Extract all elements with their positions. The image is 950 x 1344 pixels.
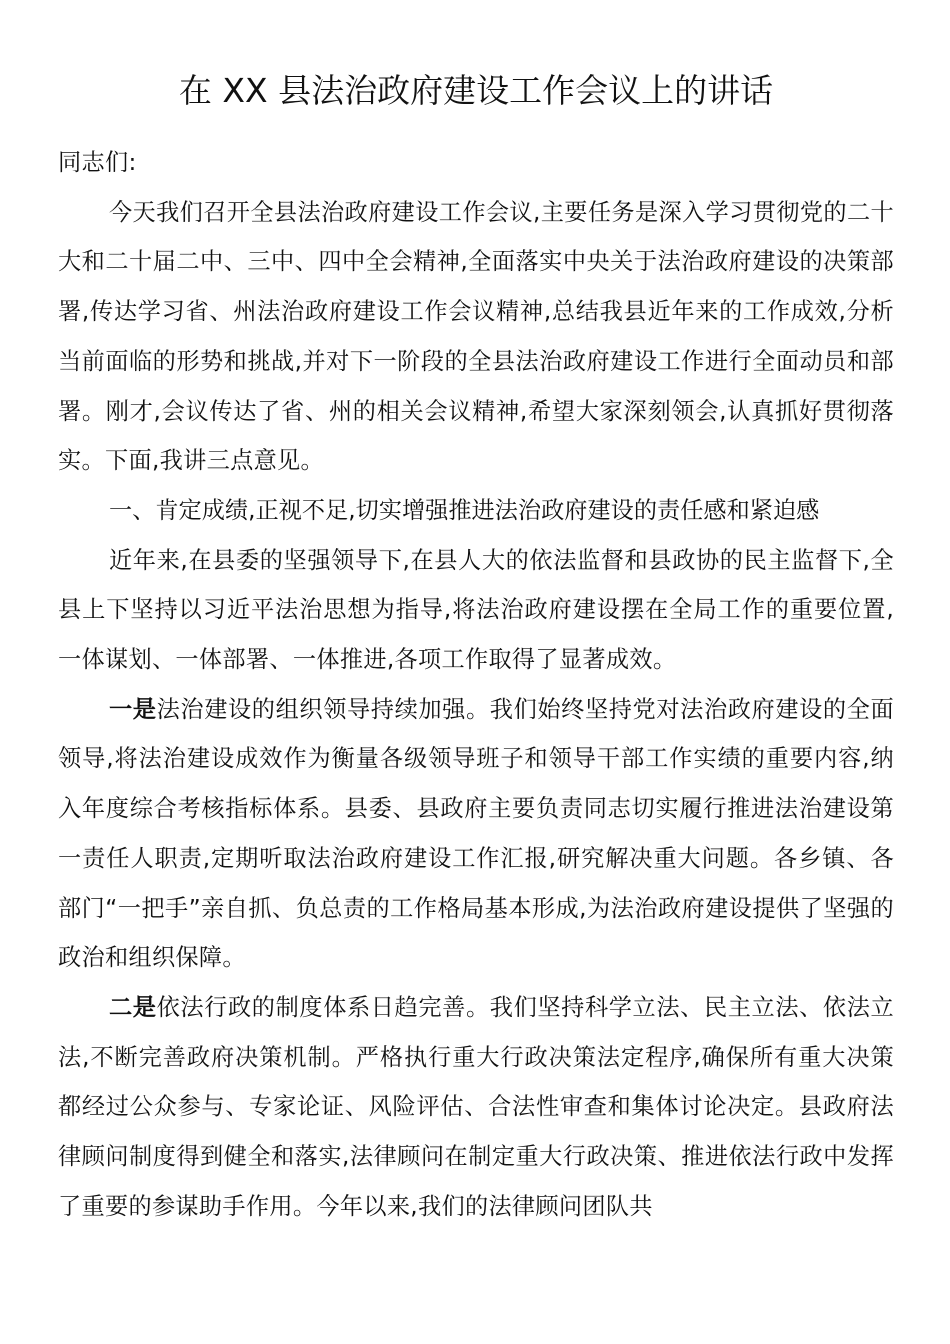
document-title: 在 XX 县法治政府建设工作会议上的讲话 xyxy=(178,71,774,110)
document-body xyxy=(58,138,894,1231)
paragraph-point-2 xyxy=(58,983,894,1232)
point-lead-1: 一是 xyxy=(109,695,157,723)
salutation: 同志们: xyxy=(58,149,137,176)
point-text-1: 法治建设的组织领导持续加强。我们始终坚持党对法治政府建设的全面领导,将法治建设成效作为衡量各级领导班子和领导干部工作实绩的重要内容,纳入年度综合考核指标体系。县委、县政府主要负责同志切实履行推进法治建设第一责任人职责,定期听取法治政府建设工作汇报,研究解决重大问题。各乡镇、各部门“一把手”亲自抓、负总责的工作格局基本形成,为法治政府建设提供了坚强的政治和组织保障。 xyxy=(58,695,895,972)
paragraph-achievements: 近年来,在县委的坚强领导下,在县人大的依法监督和县政协的民主监督下,全县上下坚持以习近平法治思想为指导,将法治政府建设摆在全局工作的重要位置,一体谋划、一体部署、一体推进,各项工作取得了显著成效。 xyxy=(58,546,894,674)
paragraph-intro: 今天我们召开全县法治政府建设工作会议,主要任务是深入学习贯彻党的二十大和二十届二中、三中、四中全会精神,全面落实中央关于法治政府建设的决策部署,传达学习省、州法治政府建设工作会议精神,总结我县近年来的工作成效,分析当前面临的形势和挑战,并对下一阶段的全县法治政府建设工作进行全面动员和部署。刚才,会议传达了省、州的相关会议精神,希望大家深刻领会,认真抓好贯彻落实。下面,我讲三点意见。 xyxy=(58,198,894,475)
section-heading-1: 一、肯定成绩,正视不足,切实增强推进法治政府建设的责任感和紧迫感 xyxy=(109,496,820,524)
point-text-2: 依法行政的制度体系日趋完善。我们坚持科学立法、民主立法、依法立法,不断完善政府决策机制。严格执行重大行政决策法定程序,确保所有重大决策都经过公众参与、专家论证、风险评估、合法性审查和集体讨论决定。县政府法律顾问制度得到健全和落实,法律顾问在制定重大行政决策、推进依法行政中发挥了重要的参谋助手作用。今年以来,我们的法律顾问团队共 xyxy=(58,993,895,1220)
paragraph-point-1 xyxy=(58,685,894,983)
point-lead-2: 二是 xyxy=(109,993,157,1021)
